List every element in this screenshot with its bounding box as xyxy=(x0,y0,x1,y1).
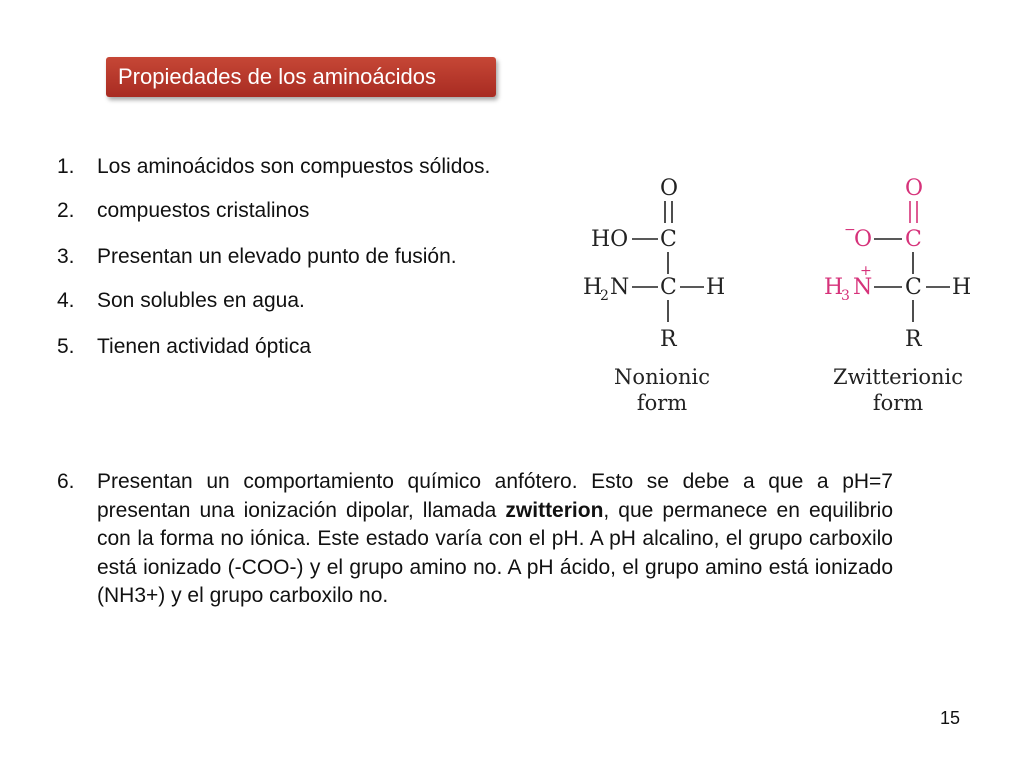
zwitterionic-r-group: R xyxy=(905,327,922,352)
nonionic-amine-n: N xyxy=(610,275,630,300)
zwitterionic-carboxylate-oxygen: O xyxy=(854,227,873,252)
list-item xyxy=(57,468,893,611)
zwitterionic-caption: Zwitterionic xyxy=(833,365,963,389)
list-number: 3. xyxy=(57,245,75,268)
nonionic-caption: form xyxy=(636,391,688,415)
list-item-text: Presentan un elevado punto de fusión. xyxy=(97,245,457,268)
list-item xyxy=(57,198,517,224)
zwitterionic-carbonyl-oxygen: O xyxy=(905,176,924,201)
list-item-text: compuestos cristalinos xyxy=(97,199,310,222)
list-item xyxy=(57,334,517,360)
list-item-text: Los aminoácidos son compuestos sólidos. xyxy=(97,155,491,178)
list-number: 6. xyxy=(57,470,75,493)
zwitterionic-alpha-carbon: C xyxy=(905,275,922,300)
list-item xyxy=(57,288,517,314)
nonionic-structure xyxy=(583,176,725,415)
list-item xyxy=(57,154,517,180)
nonionic-carbonyl-oxygen: O xyxy=(660,176,679,201)
zwitterionic-amine-n: N xyxy=(853,275,873,300)
nonionic-caption: Nonionic xyxy=(614,365,710,389)
zwitterionic-caption: form xyxy=(872,391,924,415)
zwitterionic-hydrogen: H xyxy=(952,275,972,300)
zwitterionic-amine-h: H xyxy=(824,275,844,300)
list-number: 1. xyxy=(57,155,75,178)
list-item xyxy=(57,244,517,270)
nonionic-r-group: R xyxy=(660,327,677,352)
nonionic-hydroxyl: HO xyxy=(591,227,629,252)
slide-title: Propiedades de los aminoácidos xyxy=(106,57,496,97)
zwitterionic-negative-charge: − xyxy=(844,222,856,238)
properties-list xyxy=(57,154,517,360)
paragraph-text: , que permanece en equilibrio con la forma no iónica. Este estado varía con el pH. A pH alcalino, el grupo carboxilo está ionizado (-COO-) y el grupo amino no. A pH ácido, el grupo amino está ionizado (NH3+) y el grupo carboxilo no. xyxy=(97,498,893,607)
list-item-text: Son solubles en agua. xyxy=(97,289,305,312)
nonionic-alpha-carbon: C xyxy=(660,275,677,300)
amino-acid-structures-diagram xyxy=(560,168,1000,428)
page-number: 15 xyxy=(940,708,961,728)
zwitterion-term: zwitterion xyxy=(505,498,604,522)
zwitterionic-carboxyl-carbon: C xyxy=(905,227,922,252)
zwitterionic-structure xyxy=(824,176,971,415)
nonionic-amine-subscript: 2 xyxy=(600,288,609,304)
nonionic-carboxyl-carbon: C xyxy=(660,227,677,252)
nonionic-hydrogen: H xyxy=(706,275,726,300)
list-number: 4. xyxy=(57,289,75,312)
zwitterionic-amine-subscript: 3 xyxy=(841,288,850,304)
amphoteric-paragraph-list xyxy=(57,468,893,611)
nonionic-amine-h: H xyxy=(583,275,603,300)
list-item-text: Tienen actividad óptica xyxy=(97,335,312,358)
zwitterionic-positive-charge: + xyxy=(860,263,872,279)
list-number: 5. xyxy=(57,335,75,358)
list-number: 2. xyxy=(57,199,75,222)
paragraph-text: Presentan un comportamiento químico anfótero. Esto se debe a que a pH=7 presentan una ionización dipolar, llamada xyxy=(97,470,893,522)
